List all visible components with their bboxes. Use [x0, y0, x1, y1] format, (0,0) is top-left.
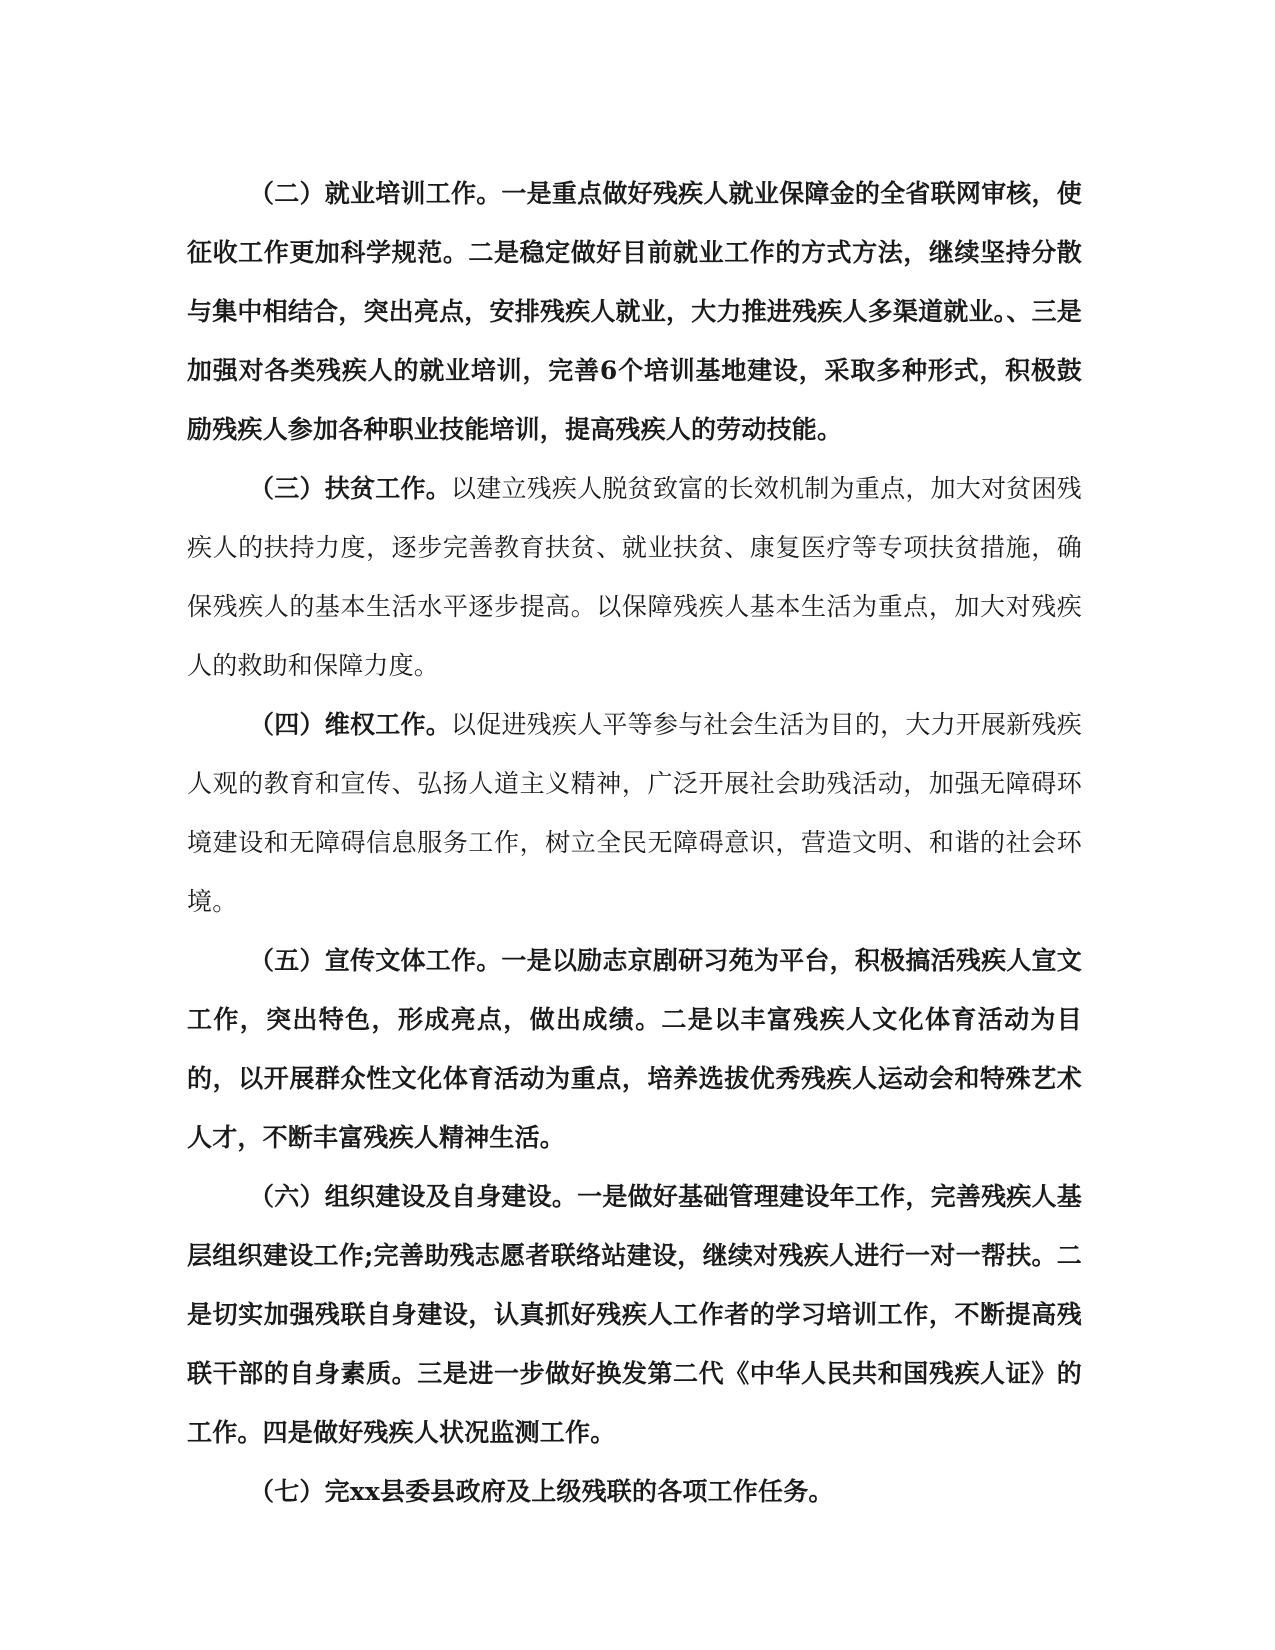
paragraph-lead: （三）扶贫工作。 [249, 474, 451, 503]
paragraph-text: 以建立残疾人脱贫致富的长效机制为重点，加大对贫困残疾人的扶持力度，逐步完善教育扶贫、就业扶贫、康复医疗等专项扶贫措施，确保残疾人的基本生活水平逐步提高。以保障残疾人基本生活为重点，加大对残疾人的救助和保障力度。 [187, 474, 1082, 680]
paragraph-text: （六）组织建设及自身建设。一是做好基础管理建设年工作，完善残疾人基层组织建设工作;完善助残志愿者联络站建设，继续对残疾人进行一对一帮扶。二是切实加强残联自身建设，认真抓好残疾人工作者的学习培训工作，不断提高残联干部的自身素质。三是进一步做好换发第二代《中华人民共和国残疾人证》的工作。四是做好残疾人状况监测工作。 [187, 1182, 1082, 1447]
paragraph-poverty-relief [187, 459, 1082, 695]
paragraph-text: （五）宣传文体工作。一是以励志京剧研习苑为平台，积极搞活残疾人宣文工作，突出特色，形成亮点，做出成绩。二是以丰富残疾人文化体育活动为目的，以开展群众性文化体育活动为重点，培养选拔优秀残疾人运动会和特殊艺术人才，不断丰富残疾人精神生活。 [187, 946, 1082, 1152]
paragraph-organization-building [187, 1167, 1082, 1462]
paragraph-lead: （四）维权工作。 [249, 710, 451, 739]
document-body [187, 164, 1082, 1521]
paragraph-text: （二）就业培训工作。一是重点做好残疾人就业保障金的全省联网审核，使征收工作更加科学规范。二是稳定做好目前就业工作的方式方法，继续坚持分散与集中相结合，突出亮点，安排残疾人就业，大力推进残疾人多渠道就业。、三是加强对各类残疾人的就业培训，完善6个培训基地建设，采取多种形式，积极鼓励残疾人参加各种职业技能培训，提高残疾人的劳动技能。 [187, 179, 1082, 444]
paragraph-other-tasks [187, 1462, 1082, 1521]
paragraph-employment-training [187, 164, 1082, 459]
paragraph-text: 以促进残疾人平等参与社会生活为目的，大力开展新残疾人观的教育和宣传、弘扬人道主义精神，广泛开展社会助残活动，加强无障碍环境建设和无障碍信息服务工作，树立全民无障碍意识，营造文明、和谐的社会环境。 [187, 710, 1082, 916]
paragraph-publicity-culture-sports [187, 931, 1082, 1167]
paragraph-text: （七）完xx县委县政府及上级残联的各项工作任务。 [249, 1477, 834, 1506]
paragraph-rights-protection [187, 695, 1082, 931]
